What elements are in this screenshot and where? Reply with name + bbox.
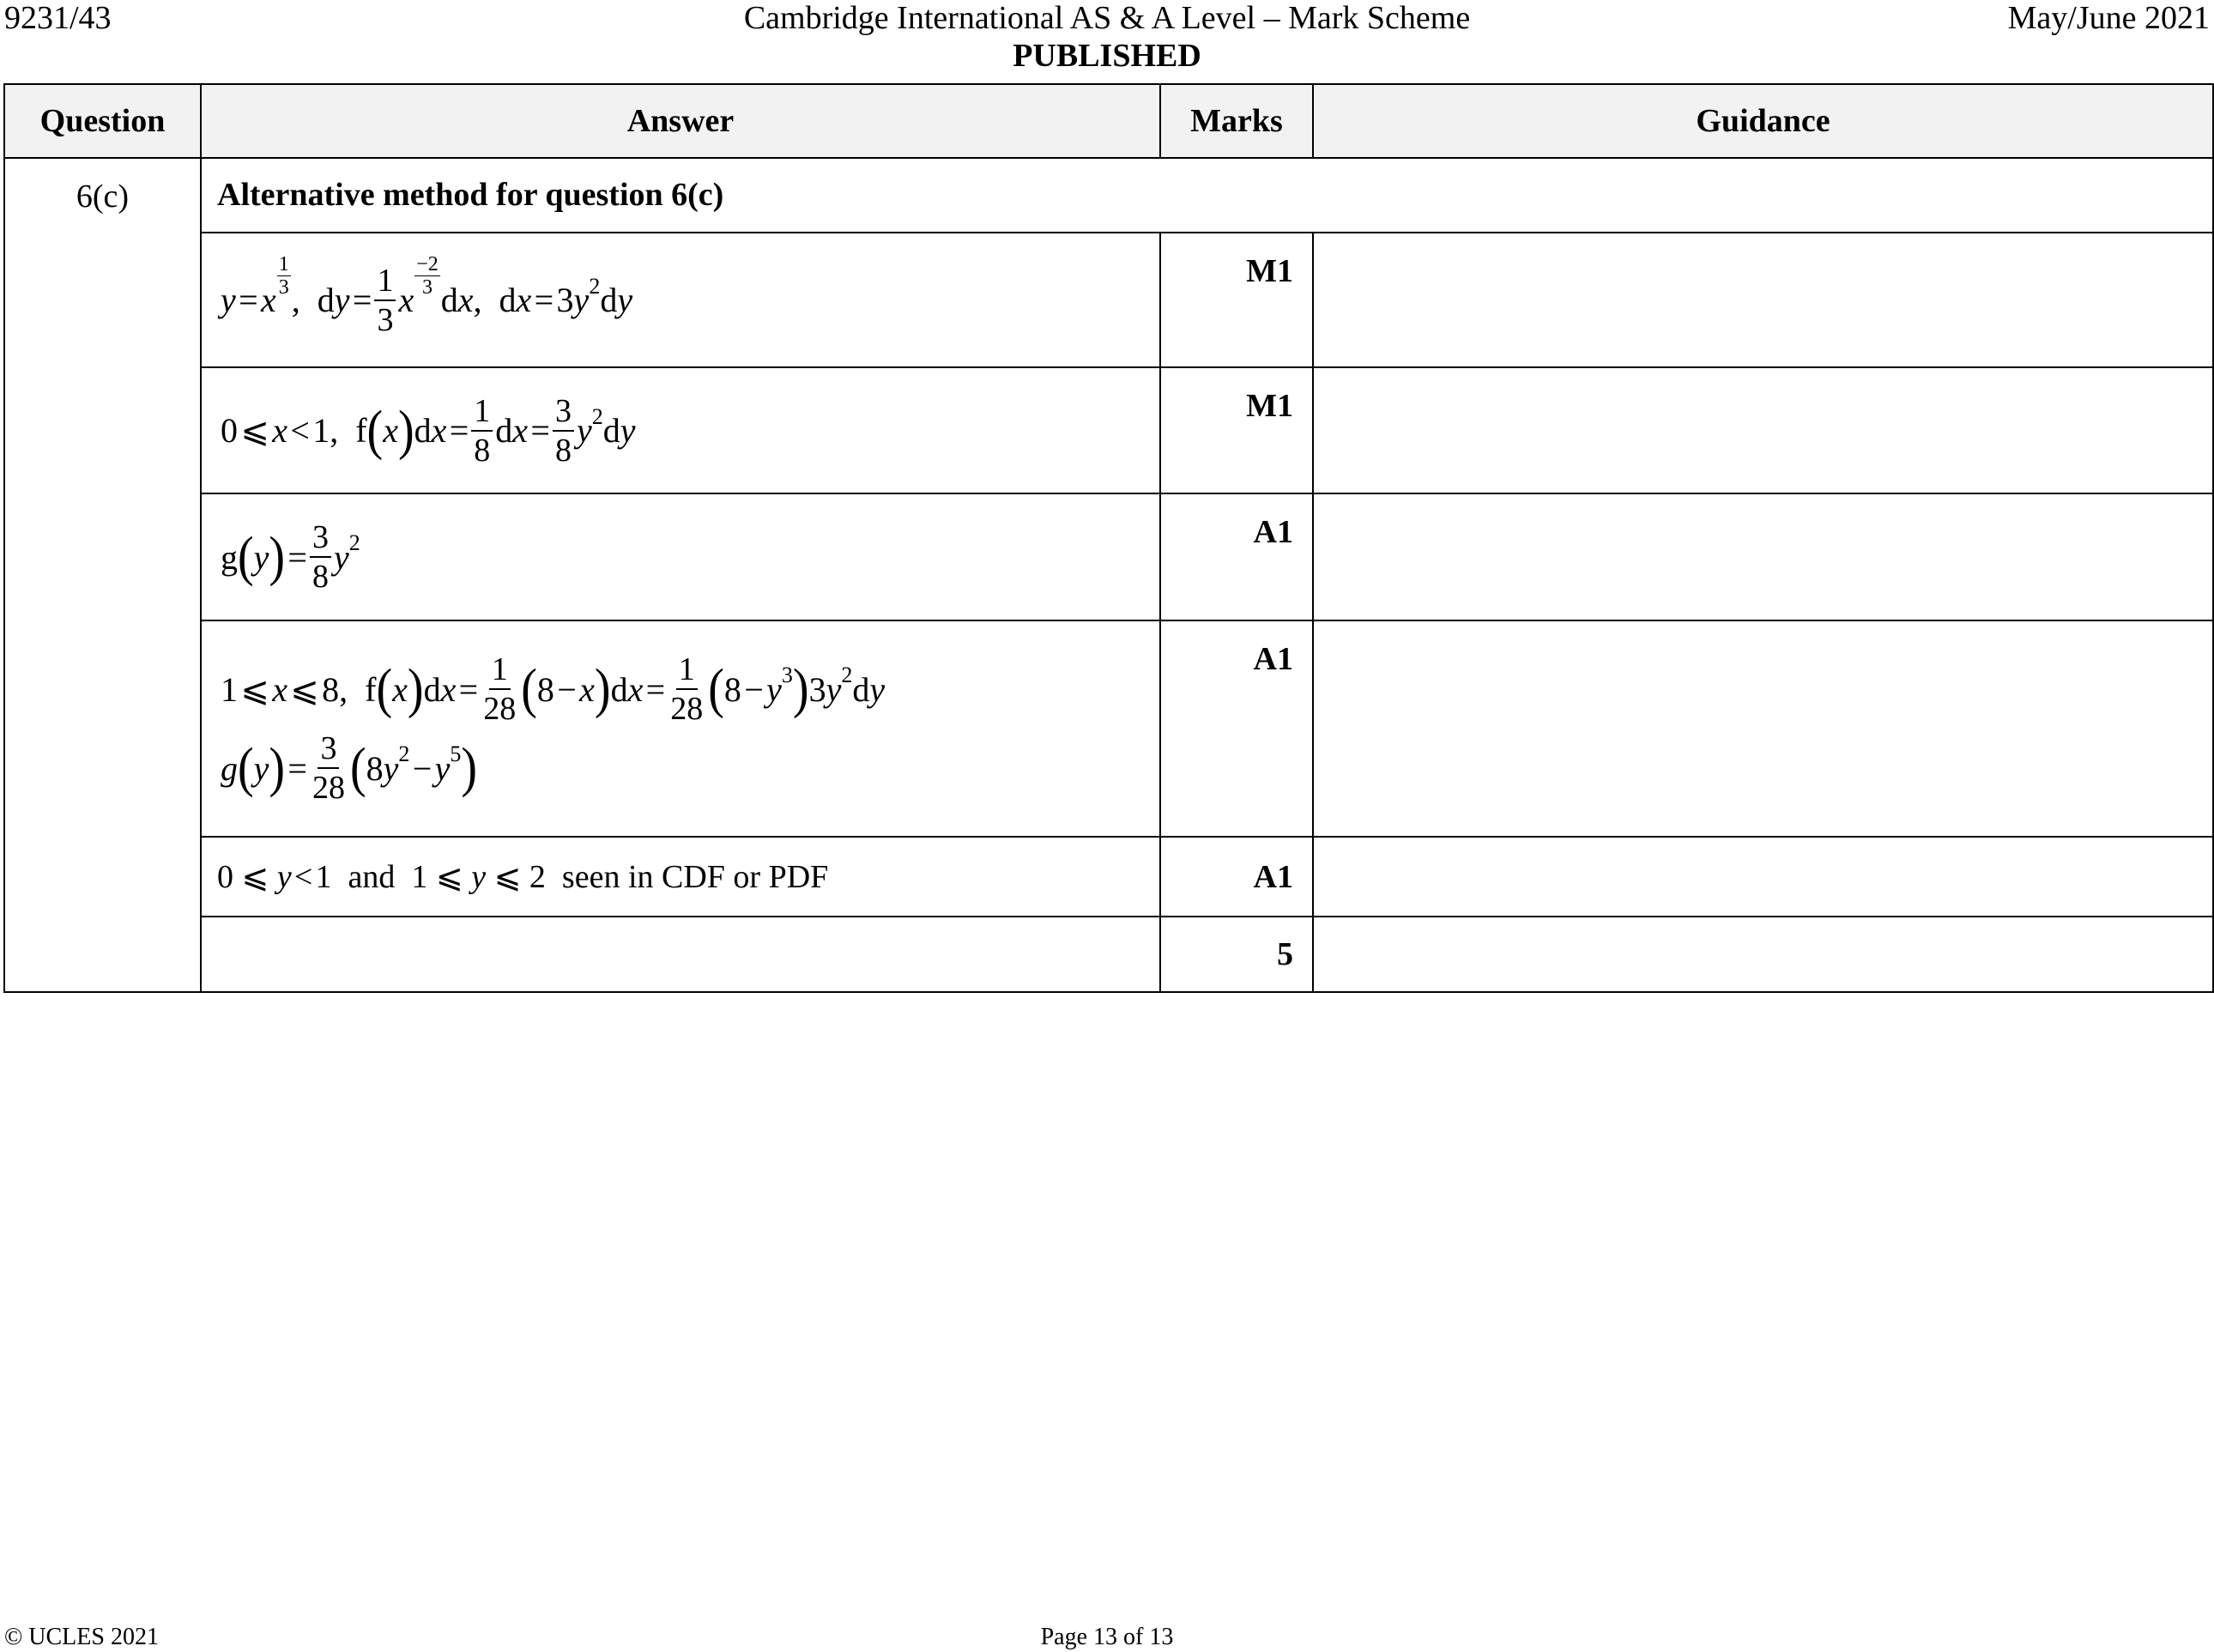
mark-cell: M1 — [1160, 367, 1313, 493]
guidance-cell — [1313, 917, 2213, 992]
table-row — [4, 917, 2213, 992]
answer-math: y = x $\frac{1}{3}$ , d y = $\frac{1}{3}$ x $\frac{-2}{3}$ d x , d x = 3 y 2 d y — [221, 253, 633, 338]
guidance-cell — [1313, 620, 2213, 837]
table-row — [4, 620, 2213, 837]
document-title: Cambridge International AS & A Level – Mark Scheme — [743, 0, 1471, 36]
mark-cell: A1 — [1160, 837, 1313, 917]
guidance-cell — [1313, 837, 2213, 917]
mark-cell: M1 — [1160, 233, 1313, 367]
mark-scheme-table — [3, 83, 2214, 993]
paper-code: 9231/43 — [4, 0, 112, 36]
answer-cell — [201, 917, 1160, 992]
table-row — [4, 367, 2213, 493]
table-header-row — [4, 84, 2213, 158]
guidance-cell — [1313, 233, 2213, 367]
question-number: 6(c) — [4, 158, 201, 992]
answer-math: g ( y ) = $\frac{3}{8}$ y 2 — [221, 519, 360, 595]
answer-cell — [201, 620, 1160, 837]
column-header-answer: Answer — [201, 84, 1160, 158]
answer-math-line-1: 1 ⩽ x ⩽ 8, f ( x ) d x = $\frac{1}{28}$ ( 8 − x ) d x = $\frac{1}{28}$ ( 8 − y 3 ) 3 y 2 d y — [221, 651, 886, 727]
answer-cell — [201, 367, 1160, 493]
mark-cell: A1 — [1160, 620, 1313, 837]
answer-math: 0 ⩽ x < 1, f ( x ) d x = $\frac{1}{8}$ d x = $\frac{3}{8}$ y 2 d y — [221, 392, 636, 469]
table-row — [4, 493, 2213, 620]
copyright-notice: © UCLES 2021 — [4, 1624, 159, 1650]
exam-session: May/June 2021 — [2007, 0, 2210, 36]
document-subtitle: PUBLISHED — [1013, 38, 1201, 74]
mark-cell: A1 — [1160, 493, 1313, 620]
page-number: Page 13 of 13 — [1040, 1624, 1174, 1650]
answer-text: 0 ⩽ y < 1 and 1 ⩽ y ⩽ 2 seen in CDF or PDF — [217, 859, 829, 895]
column-header-marks: Marks — [1160, 84, 1313, 158]
table-row — [4, 837, 2213, 917]
table-row — [4, 158, 2213, 233]
answer-math-line-2: g ( y ) = $\frac{3}{28}$ ( 8 y 2 − y 5 ) — [221, 730, 478, 806]
answer-cell — [201, 493, 1160, 620]
column-header-question: Question — [4, 84, 201, 158]
total-marks: 5 — [1160, 917, 1313, 992]
answer-cell — [201, 837, 1160, 917]
guidance-cell — [1313, 367, 2213, 493]
table-row — [4, 233, 2213, 367]
column-header-guidance: Guidance — [1313, 84, 2213, 158]
alternative-method-title: Alternative method for question 6(c) — [201, 158, 2213, 233]
guidance-cell — [1313, 493, 2213, 620]
answer-cell — [201, 233, 1160, 367]
